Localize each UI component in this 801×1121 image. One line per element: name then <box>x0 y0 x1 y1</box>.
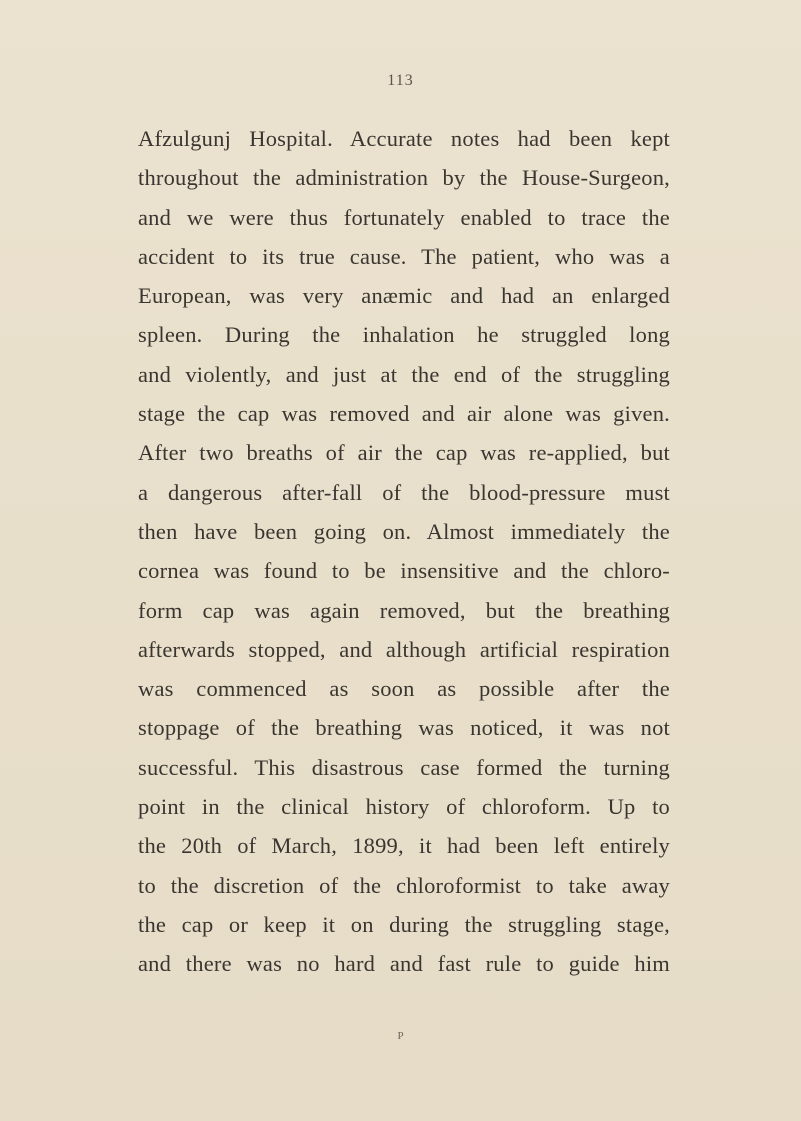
text-line: afterwards stopped, and although artificial respiration <box>138 636 670 662</box>
text-line: Afzulgunj Hospital. Accurate notes had been kept <box>138 126 670 151</box>
text-line: and we were thus fortunately enabled to trace the <box>138 204 670 230</box>
text-line: and there was no hard and fast rule to guide him <box>138 951 670 977</box>
text-line: to the discretion of the chloroformist to take away <box>138 872 670 898</box>
page-number: 113 <box>387 72 414 89</box>
text-line: accident to its true cause. The patient, who was a <box>138 243 670 269</box>
signature-mark: P <box>397 1030 404 1042</box>
text-line: stoppage of the breathing was noticed, it was not <box>138 715 670 741</box>
text-line: the 20th of March, 1899, it had been left entirely <box>138 833 670 859</box>
text-line: European, was very anæmic and had an enlarged <box>138 283 670 309</box>
text-line: point in the clinical history of chloroform. Up to <box>138 794 670 820</box>
text-line: cornea was found to be insensitive and the chloro- <box>138 558 670 584</box>
text-line: form cap was again removed, but the breathing <box>138 597 670 623</box>
text-line: spleen. During the inhalation he struggled long <box>138 322 670 348</box>
text-line: After two breaths of air the cap was re-applied, but <box>138 440 670 466</box>
text-line: was commenced as soon as possible after the <box>138 676 670 702</box>
text-line: successful. This disastrous case formed the turning <box>138 754 670 780</box>
text-line: throughout the administration by the House-Surgeon, <box>138 165 670 191</box>
text-line: stage the cap was removed and air alone was given. <box>138 401 670 427</box>
text-line: and violently, and just at the end of the struggling <box>138 361 670 387</box>
text-line: the cap or keep it on during the struggling stage, <box>138 911 670 937</box>
body-text <box>138 119 670 984</box>
text-line: then have been going on. Almost immediately the <box>138 518 670 544</box>
text-line: a dangerous after-fall of the blood-pressure must <box>138 479 670 505</box>
